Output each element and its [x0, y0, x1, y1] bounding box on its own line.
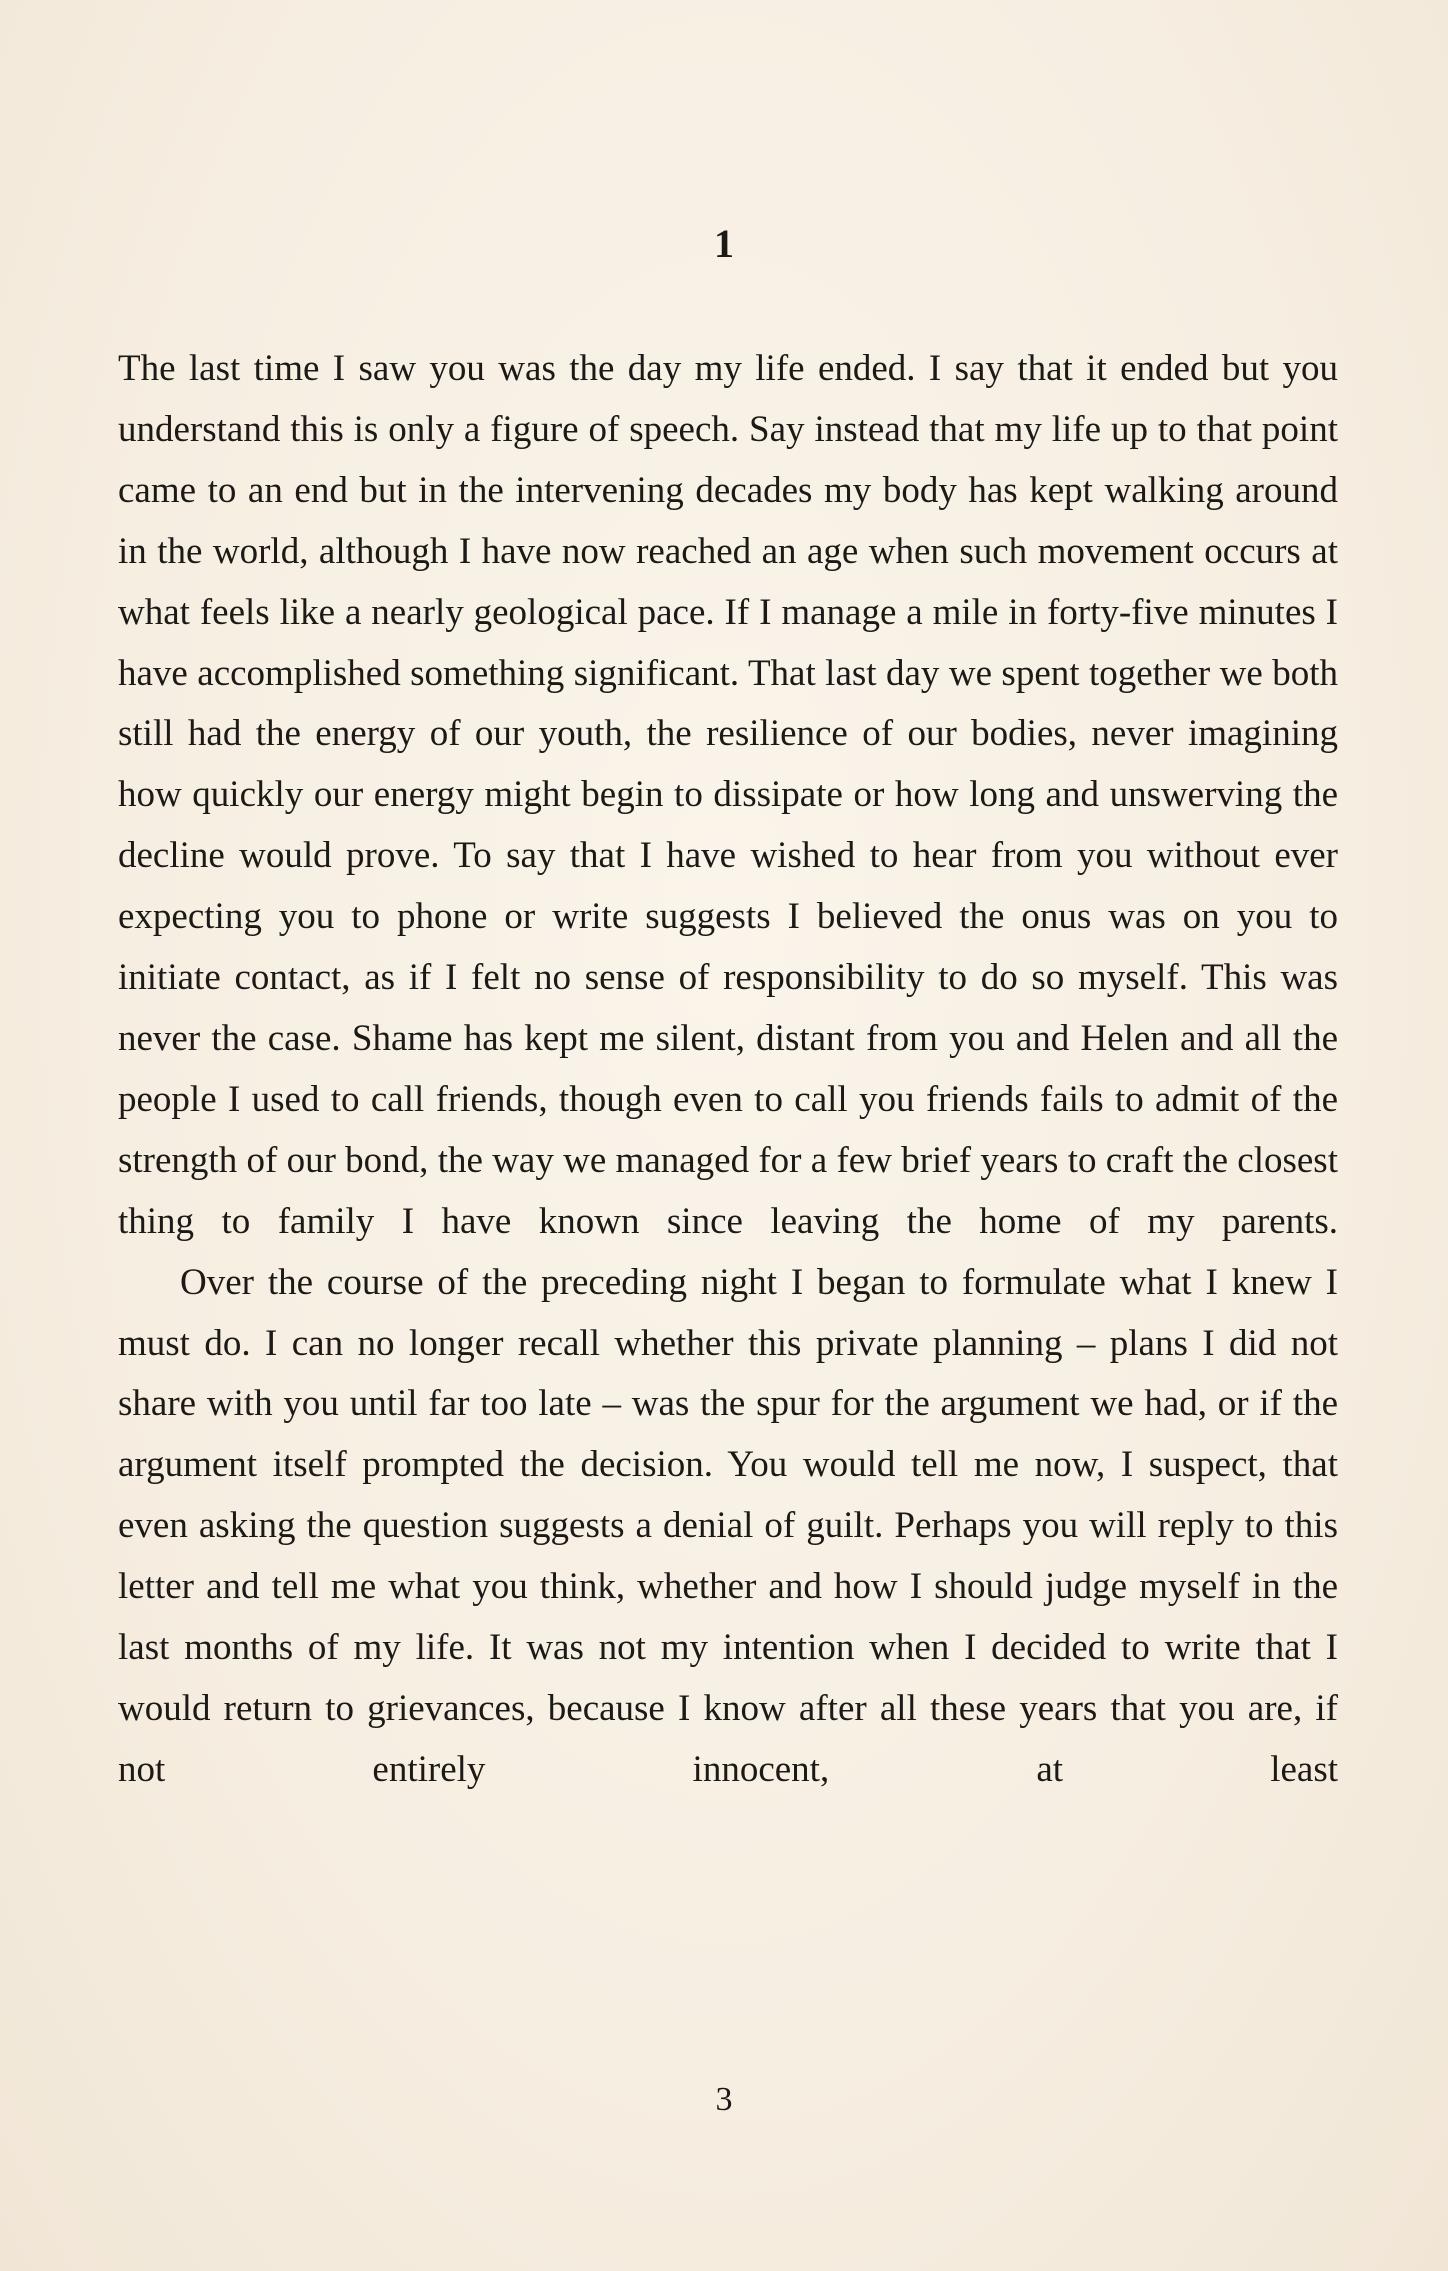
chapter-number: 1 — [714, 221, 734, 266]
paragraph-1: The last time I saw you was the day my life ended. I say that it ended but you understand this is only a figure of speech. Say instead that my life up to that point came to an end but in the intervening decades my body has kept walking around in the world, although I have now reached an age when such movement occurs at what feels like a nearly geological pace. If I manage a mile in forty-five minutes I have accomplished something significant. That last day we spent together we both still had the energy of our youth, the resilience of our bodies, never imagining how quickly our energy might begin to dissipate or how long and unswerving the decline would prove. To say that I have wished to hear from you without ever expecting you to phone or write suggests I believed the onus was on you to initiate contact, as if I felt no sense of responsibility to do so myself. This was never the case. Shame has kept me silent, distant from you and Helen and all the people I used to call friends, though even to call you friends fails to admit of the strength of our bond, the way we managed for a few brief years to craft the closest thing to family I have known since leaving the home of my parents. — [118, 348, 1338, 1242]
page-number: 3 — [715, 2081, 733, 2118]
body-text — [118, 339, 1338, 1801]
paragraph-2: Over the course of the preceding night I began to formulate what I knew I must do. I can no longer recall whether this private planning – plans I did not share with you until far too late – was the spur for the argument we had, or if the argument itself prompted the decision. You would tell me now, I suspect, that even asking the question suggests a denial of guilt. Perhaps you will reply to this letter and tell me what you think, whether and how I should judge myself in the last months of my life. It was not my intention when I decided to write that I would return to grievances, because I know after all these years that you are, if not entirely innocent, at least — [118, 1261, 1338, 1790]
